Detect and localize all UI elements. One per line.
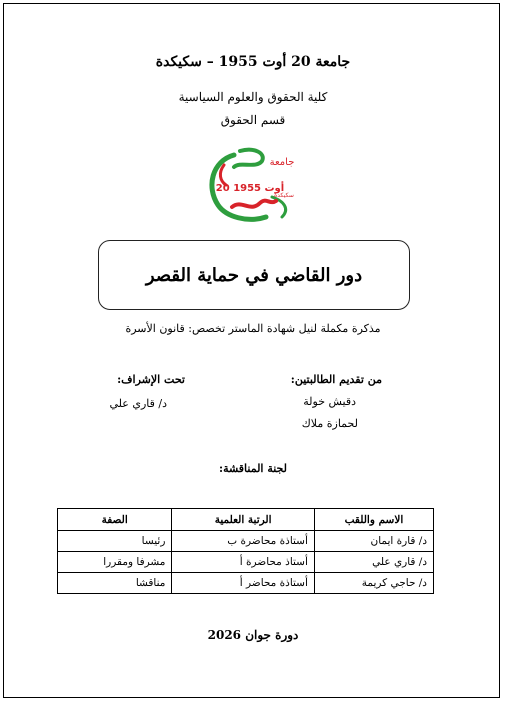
column-header-rank: الرتبة العلمية xyxy=(172,509,315,531)
supervisor-heading: تحت الإشراف: xyxy=(117,373,185,386)
department-name: قسم الحقوق xyxy=(220,113,286,127)
svg-text:20 أوت 1955: 20 أوت 1955 xyxy=(215,183,285,194)
university-logo-icon xyxy=(204,147,300,225)
column-header-name: الاسم واللقب xyxy=(314,509,433,531)
session-label: دورة جوان 2026 xyxy=(207,628,299,642)
member-rank: أستاذة محاضرة ب xyxy=(172,531,315,552)
member-role: مشرفا ومقررا xyxy=(58,552,172,573)
member-role: رئيسا xyxy=(58,531,172,552)
column-header-role: الصفة xyxy=(58,509,172,531)
table-row xyxy=(58,573,434,594)
faculty-name: كلية الحقوق والعلوم السياسية xyxy=(178,90,328,104)
student-name: دقيش خولة xyxy=(303,395,356,408)
member-name: د/ قارة ايمان xyxy=(314,531,433,552)
member-rank: أستاذة محاضر أ xyxy=(172,573,315,594)
table-row xyxy=(58,552,434,573)
memo-description: مذكرة مكملة لنيل شهادة الماستر تخصص: قانون الأسرة xyxy=(125,322,381,335)
university-name: جامعة 20 أوت 1955 – سكيكدة xyxy=(155,54,351,70)
member-name: د/ قاري علي xyxy=(314,552,433,573)
thesis-title-box xyxy=(98,240,410,310)
svg-text:جامعة: جامعة xyxy=(269,157,295,168)
students-heading: من تقديم الطالبتين: xyxy=(290,373,382,386)
member-role: مناقشا xyxy=(58,573,172,594)
table-header-row xyxy=(58,509,434,531)
svg-text:سكيكدة: سكيكدة xyxy=(274,192,294,199)
table-row xyxy=(58,531,434,552)
member-rank: أستاذ محاضرة أ xyxy=(172,552,315,573)
thesis-title: دور القاضي في حماية القصر xyxy=(145,264,363,286)
member-name: د/ حاجي كريمة xyxy=(314,573,433,594)
committee-table xyxy=(57,508,434,594)
supervisor-name: د/ قاري علي xyxy=(109,397,167,410)
student-name: لحمازة ملاك xyxy=(301,417,358,430)
committee-heading: لجنة المناقشة: xyxy=(219,462,287,475)
